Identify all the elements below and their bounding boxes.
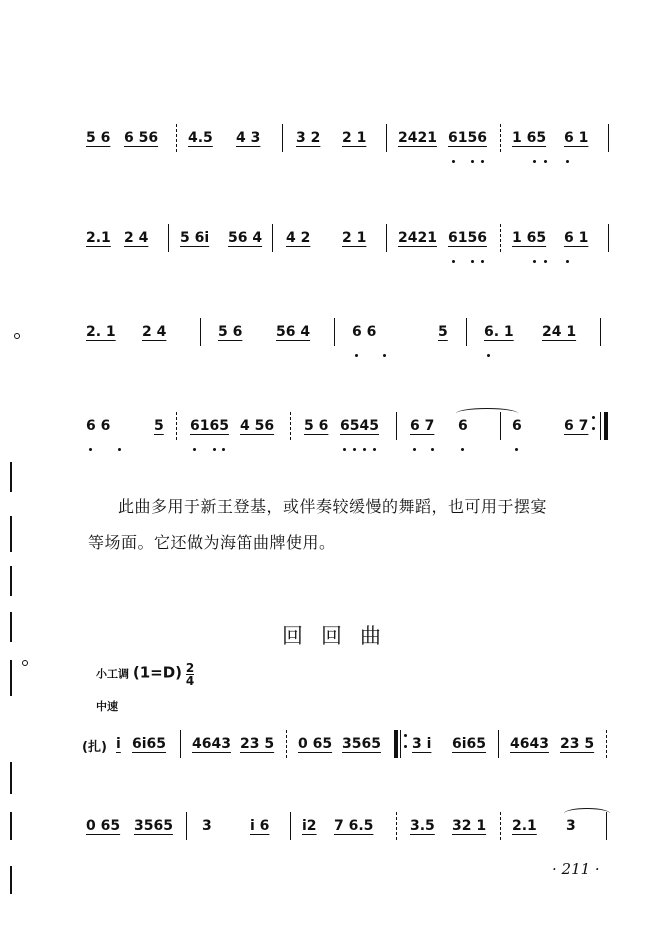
low-octave-dot <box>452 160 455 163</box>
barline <box>386 224 387 252</box>
notes: 4643 <box>510 736 549 752</box>
key-label: (1=D) <box>132 663 183 682</box>
tempo-marking: 中速 <box>96 700 118 713</box>
notes: 6 6 <box>86 418 111 434</box>
notes: 6165 <box>190 418 229 434</box>
barline <box>500 124 501 152</box>
notes: 2.1 <box>86 230 111 246</box>
barline <box>606 730 607 758</box>
notes: 0 65 <box>86 818 121 834</box>
notes: (扎) <box>82 740 107 755</box>
repeat-dots <box>404 734 407 754</box>
low-octave-dot <box>544 160 547 163</box>
low-octave-dot <box>353 448 356 451</box>
low-octave-dot <box>481 260 484 263</box>
score-row <box>0 818 655 858</box>
notes: 6i65 <box>132 736 167 752</box>
notes: 3.5 <box>410 818 435 834</box>
barline <box>386 124 387 152</box>
notes: 1 65 <box>512 230 547 246</box>
notes: 6156 <box>448 230 487 246</box>
notes: 24 1 <box>542 324 577 340</box>
description-line: 此曲多用于新王登基，或伴奏较缓慢的舞蹈，也可用于摆宴 <box>118 497 548 516</box>
notes: 4643 <box>192 736 231 752</box>
barline <box>600 412 601 440</box>
notes: 2421 <box>398 130 437 146</box>
barline <box>290 412 291 440</box>
low-octave-dot <box>355 354 358 357</box>
low-octave-dot <box>487 354 490 357</box>
barline <box>500 812 501 840</box>
notes: 6i65 <box>452 736 487 752</box>
barline <box>200 318 201 346</box>
notes: 6 <box>512 418 522 434</box>
notes: i 6 <box>250 818 270 834</box>
low-octave-dot <box>515 448 518 451</box>
margin-mark <box>10 462 12 492</box>
low-octave-dot <box>343 448 346 451</box>
repeat-barline <box>394 730 398 758</box>
barline <box>334 318 335 346</box>
notes: 2.1 <box>512 818 537 834</box>
low-octave-dot <box>566 160 569 163</box>
score-row <box>0 736 655 776</box>
notes: 6 56 <box>124 130 159 146</box>
notes: 5 <box>154 418 164 434</box>
notes: 56 4 <box>228 230 263 246</box>
notes: i2 <box>302 818 317 834</box>
score-row <box>0 418 655 458</box>
notes: 5 <box>438 324 448 340</box>
barline <box>396 412 397 440</box>
notes: 6545 <box>340 418 379 434</box>
notes: 3565 <box>134 818 173 834</box>
notes: 1 65 <box>512 130 547 146</box>
barline <box>286 730 287 758</box>
mode-label: 小工调 <box>96 667 129 681</box>
margin-mark <box>10 516 12 552</box>
barline <box>600 318 601 346</box>
notes: 32 1 <box>452 818 487 834</box>
notes: 6 <box>458 418 468 434</box>
barline <box>500 412 501 440</box>
barline <box>168 224 169 252</box>
low-octave-dot <box>461 448 464 451</box>
low-octave-dot <box>373 448 376 451</box>
low-octave-dot <box>431 448 434 451</box>
barline <box>186 812 187 840</box>
final-barline <box>604 412 608 440</box>
notes: 5 6i <box>180 230 210 246</box>
low-octave-dot <box>533 160 536 163</box>
notes: 3 <box>202 818 212 834</box>
low-octave-dot <box>471 160 474 163</box>
time-top: 2 <box>185 661 195 675</box>
notes: 4 56 <box>240 418 275 434</box>
notes: 7 6.5 <box>334 818 374 834</box>
barline <box>396 812 397 840</box>
notes: 0 65 <box>298 736 333 752</box>
barline <box>608 224 609 252</box>
notes: 3 2 <box>296 130 321 146</box>
notes: 6156 <box>448 130 487 146</box>
notes: 4 3 <box>236 130 261 146</box>
barline <box>498 730 499 758</box>
barline <box>608 124 609 152</box>
notes: 2 4 <box>142 324 167 340</box>
repeat-barline <box>400 730 401 758</box>
barline <box>606 812 607 840</box>
repeat-dots <box>592 416 595 436</box>
low-octave-dot <box>383 354 386 357</box>
notes: 3 i <box>412 736 432 752</box>
low-octave-dot <box>363 448 366 451</box>
low-octave-dot <box>193 448 196 451</box>
notes: 23 5 <box>560 736 595 752</box>
notes: 6 7 <box>410 418 435 434</box>
key-signature <box>96 662 194 687</box>
notes: 5 6 <box>86 130 111 146</box>
notes: 2 1 <box>342 230 367 246</box>
low-octave-dot <box>481 160 484 163</box>
low-octave-dot <box>413 448 416 451</box>
low-octave-dot <box>544 260 547 263</box>
low-octave-dot <box>213 448 216 451</box>
low-octave-dot <box>533 260 536 263</box>
margin-mark <box>10 566 12 596</box>
margin-mark <box>10 866 12 894</box>
barline <box>466 318 467 346</box>
notes: 6 7 <box>564 418 589 434</box>
barline <box>272 224 273 252</box>
notes: 23 5 <box>240 736 275 752</box>
score-row <box>0 230 655 270</box>
low-octave-dot <box>471 260 474 263</box>
low-octave-dot <box>118 448 121 451</box>
page-number: · 211 · <box>552 860 600 878</box>
notes: 3 <box>566 818 576 834</box>
barline <box>176 412 177 440</box>
notes: 56 4 <box>276 324 311 340</box>
score-row <box>0 130 655 170</box>
notes: 4 2 <box>286 230 311 246</box>
low-octave-dot <box>89 448 92 451</box>
piece-title: 回回曲 <box>282 624 399 648</box>
margin-speck <box>22 660 28 666</box>
notes: 2 1 <box>342 130 367 146</box>
notes: 3565 <box>342 736 381 752</box>
barline <box>290 812 291 840</box>
notes: 2421 <box>398 230 437 246</box>
notes: 6 1 <box>564 130 589 146</box>
low-octave-dot <box>222 448 225 451</box>
notes: 6. 1 <box>484 324 514 340</box>
notes: i <box>116 736 121 752</box>
low-octave-dot <box>566 260 569 263</box>
description-line: 等场面。它还做为海笛曲牌使用。 <box>88 533 336 552</box>
barline <box>282 124 283 152</box>
barline <box>180 730 181 758</box>
low-octave-dot <box>452 260 455 263</box>
score-row <box>0 324 655 364</box>
margin-mark <box>10 612 12 642</box>
notes: 6 6 <box>352 324 377 340</box>
barline <box>500 224 501 252</box>
notes: 6 1 <box>564 230 589 246</box>
notes: 2 4 <box>124 230 149 246</box>
time-bottom: 4 <box>185 674 195 688</box>
notes: 5 6 <box>218 324 243 340</box>
time-signature <box>186 662 194 687</box>
notes: 2. 1 <box>86 324 116 340</box>
barline <box>176 124 177 152</box>
margin-mark <box>10 660 12 696</box>
notes: 5 6 <box>304 418 329 434</box>
notes: 4.5 <box>188 130 213 146</box>
